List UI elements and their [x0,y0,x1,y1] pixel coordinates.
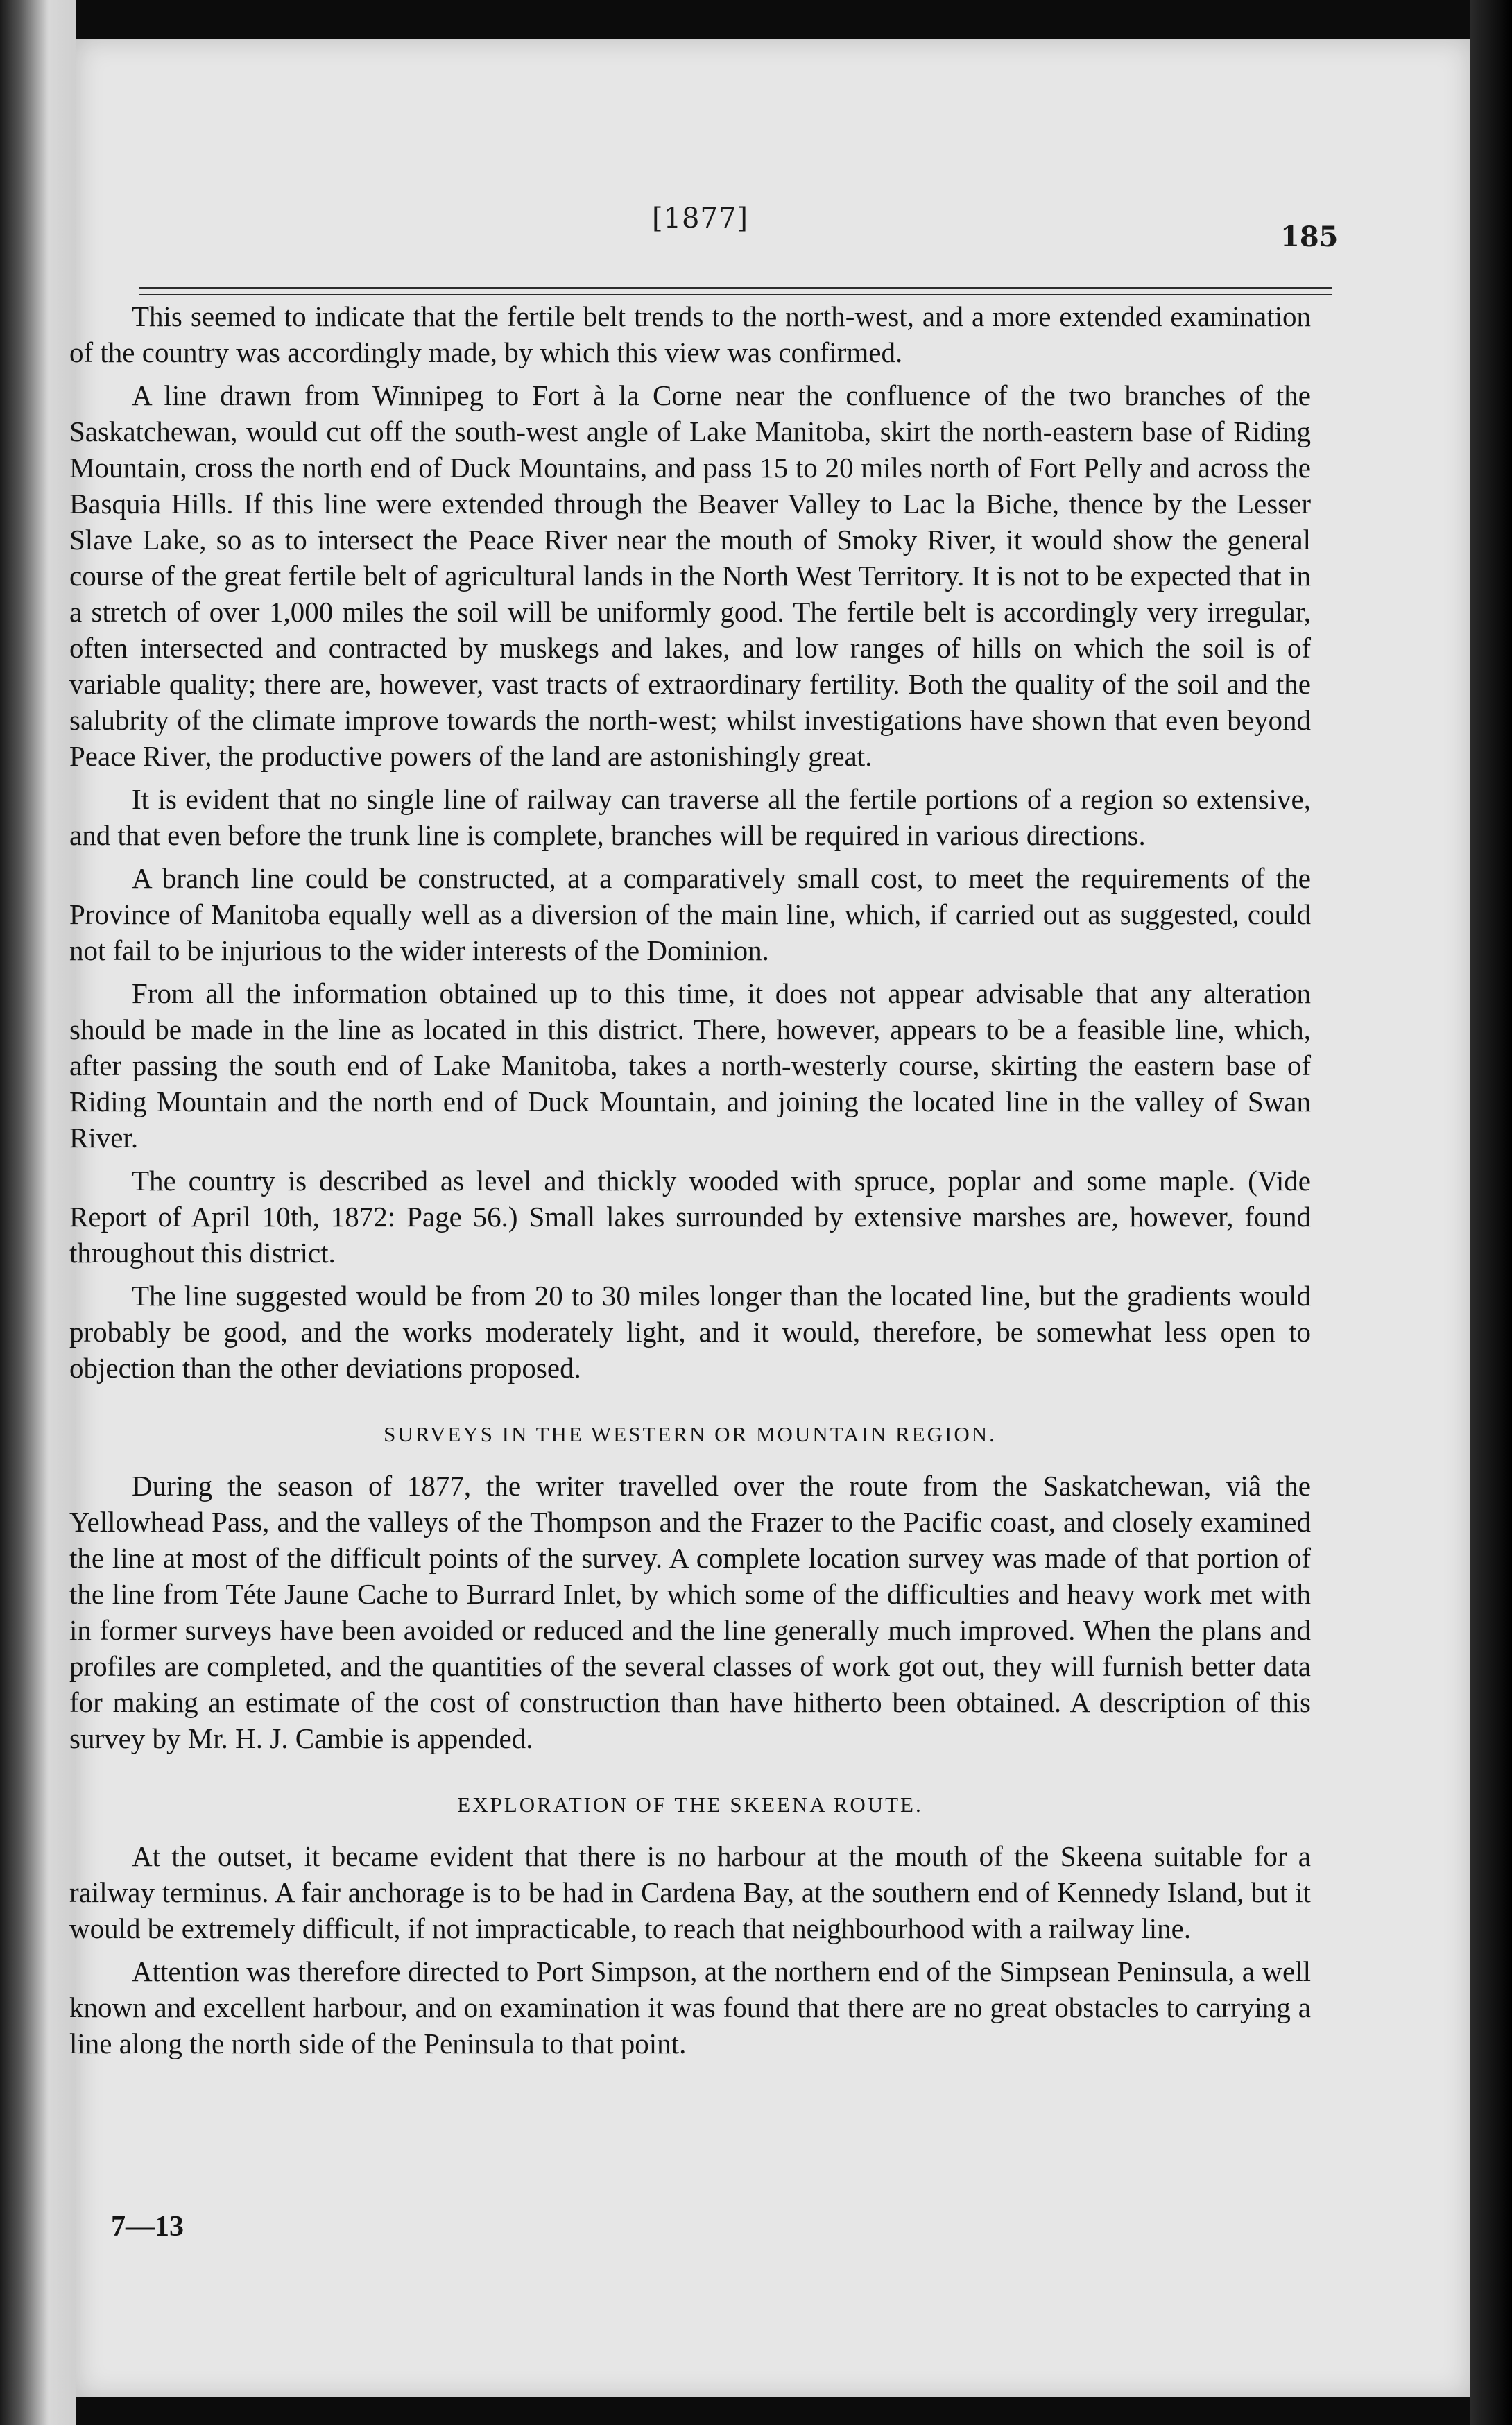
paragraph: At the outset, it became evident that there is no harbour at the mouth of the Skeena suitable for a railway terminus. A fair anchorage is to be had in Cardena Bay, at the southern end of Kennedy Island, but it would be extremely difficult, if not impracticable, to reach that neighbourhood with a railway line. [69,1840,1311,1944]
page-spine-shadow [0,0,76,2425]
paragraph: The line suggested would be from 20 to 30 miles longer than the located line, but the gradients would probably be good, and the works moderately light, and it would, therefore, be somewhat less open to objection than the other deviations proposed. [69,1280,1311,1384]
paragraph: From all the information obtained up to this time, it does not appear advisable that any alteration should be made in the line as located in this district. There, however, appears to be a feasible line, which, after passing the south end of Lake Manitoba, takes a north-westerly course, skirting the eastern base of Riding Mountain and the north end of Duck Mountain, and joining the located line in the valley of Swan River. [69,977,1311,1154]
paragraph: The country is described as level and thickly wooded with spruce, poplar and some maple. (Vide Report of April 10th, 1872: Page 56.) Small lakes surrounded by extensive marshes are, however, found throughout this district. [69,1165,1311,1269]
header-rule-top [139,287,1332,289]
right-edge-shadow [1470,0,1512,2425]
section-heading-western: SURVEYS IN THE WESTERN OR MOUNTAIN REGION. [384,1422,997,1446]
paragraph: Attention was therefore directed to Port Simpson, at the northern end of the Simpsean Peninsula, a well known and excellent harbour, and on examination it was found that there are no great obstacles to carrying a line along the north side of the Peninsula to that point. [69,1955,1311,2059]
header-year: [1877] [652,203,749,234]
paragraph: This seemed to indicate that the fertile belt trends to the north-west, and a more extended examination of the country was accordingly made, by which this view was confirmed. [69,300,1311,368]
paragraph: It is evident that no single line of railway can traverse all the fertile portions of a region so extensive, and that even before the trunk line is complete, branches will be required in various directions. [69,783,1311,851]
page-number: 185 [1280,221,1339,253]
body-text [69,298,1311,2068]
paragraph: A branch line could be constructed, at a comparatively small cost, to meet the requirements of the Province of Manitoba equally well as a diversion of the main line, which, if carried out as suggested, could not fail to be injurious to the wider interests of the Dominion. [69,862,1311,966]
header-rule-bottom [139,294,1332,295]
paragraph: A line drawn from Winnipeg to Fort à la Corne near the confluence of the two branches of the Saskatchewan, would cut off the south-west angle of Lake Manitoba, skirt the north-eastern base of Riding Mountain, cross the north end of Duck Mountains, and pass 15 to 20 miles north of Fort Pelly and across the Basquia Hills. If this line were extended through the Beaver Valley to Lac la Biche, thence by the Lesser Slave Lake, so as to intersect the Peace River near the mouth of Smoky River, it would show the general course of the great fertile belt of agricultural lands in the North West Territory. It is not to be expected that in a stretch of over 1,000 miles the soil will be uniformly good. The fertile belt is accordingly very irregular, often intersected and contracted by muskegs and lakes, and low ranges of hills on which the soil is of variable quality; there are, however, vast tracts of extraordinary fertility. Both the quality of the soil and the salubrity of the climate improve towards the north-west; whilst investigations have shown that even beyond Peace River, the productive powers of the land are astonishingly great. [69,379,1311,772]
signature-mark: 7—13 [111,2211,184,2243]
section-heading-skeena: EXPLORATION OF THE SKEENA ROUTE. [457,1792,923,1817]
paragraph: During the season of 1877, the writer travelled over the route from the Saskatchewan, viâ the Yellowhead Pass, and the valleys of the Thompson and the Frazer to the Pacific coast, and closely examined the line at most of the difficult points of the survey. A complete location survey was made of that portion of the line from Téte Jaune Cache to Burrard Inlet, by which some of the difficulties and heavy work met with in former surveys have been avoided or reduced and the line generally much improved. When the plans and profiles are completed, and the quantities of the several classes of work got out, they will furnish better data for making an estimate of the cost of construction than have hitherto been obtained. A description of this survey by Mr. H. J. Cambie is appended. [69,1470,1311,1754]
